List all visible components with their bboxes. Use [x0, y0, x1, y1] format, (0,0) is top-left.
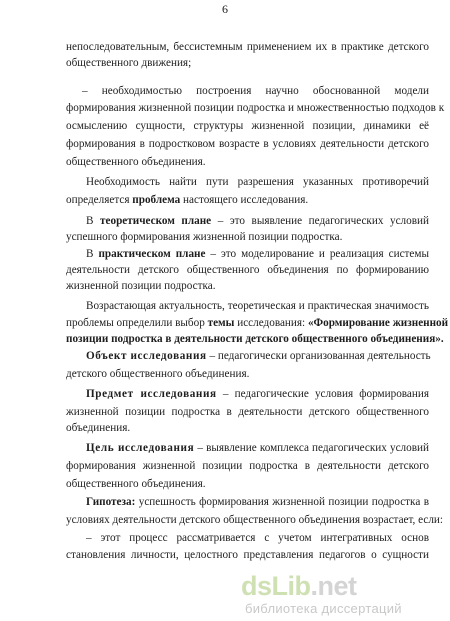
line-text: – необходимостью построения научно обоснованной модели	[82, 85, 429, 97]
emphasis-text: Предмет исследования	[86, 388, 217, 400]
line-text: – этот процесс рассматривается с учетом интегративных основ	[86, 532, 429, 544]
line-text: жизненной позиции подростка в деятельности детского общественного	[66, 406, 429, 418]
line-text: формирования жизненной позиции подростка в деятельности детского	[66, 460, 429, 472]
line-text: формирования жизненной позиции подростка и множественностью подходов к	[66, 102, 445, 114]
text-line	[86, 214, 429, 228]
line-text: успешного формирования жизненной позиции подростка.	[66, 231, 343, 243]
text-line	[66, 230, 429, 244]
line-text: настоящего исследования.	[180, 194, 309, 206]
text-line	[82, 84, 429, 98]
line-text: – это моделирование и реализация системы	[205, 248, 429, 260]
text-line	[66, 101, 445, 115]
line-text: Возрастающая актуальность, теоретическая и практическая значимость	[86, 300, 429, 312]
line-text: общественного движения;	[66, 57, 192, 69]
line-text: Необходимость найти пути разрешения указанных противоречий	[86, 176, 429, 188]
text-line	[86, 387, 429, 401]
line-text: проблемы определили выбор	[66, 317, 208, 329]
text-line	[66, 119, 429, 133]
line-text: общественного объединения.	[66, 156, 206, 168]
text-line	[66, 193, 429, 207]
line-text: условиях деятельности детского общественного объединения возрастает, если:	[66, 514, 444, 526]
line-text: осмыслению сущности, структуры жизненной позиции, динамики её	[66, 120, 429, 132]
line-text: непоследовательным, бессистемным применением их в практике детского	[66, 41, 429, 53]
line-text: объединения.	[66, 422, 131, 434]
text-line	[66, 40, 429, 54]
emphasis-text: Гипотеза:	[86, 496, 136, 508]
line-text: В	[86, 215, 101, 227]
text-line	[66, 367, 429, 381]
line-text: успешность формирования жизненной позиции подростка в	[135, 496, 429, 508]
text-line	[66, 332, 444, 346]
watermark-logo-part1: dsLib	[241, 571, 311, 601]
text-line	[86, 441, 429, 455]
line-text: деятельности детского общественного объединения по формированию	[66, 264, 429, 276]
page-number: 6	[222, 2, 228, 16]
line-text: формирования в подростковом возрасте в условиях деятельности детского	[66, 138, 429, 150]
emphasis-text: практическом плане	[98, 248, 206, 260]
emphasis-text: темы	[207, 317, 235, 329]
text-line	[66, 279, 429, 293]
text-line	[66, 477, 429, 491]
text-line	[86, 175, 429, 189]
watermark-logo	[241, 571, 357, 602]
line-text: – это выявление педагогических условий	[211, 215, 429, 227]
line-text: исследования:	[234, 317, 308, 329]
text-line	[86, 531, 429, 545]
line-text: детского общественного объединения.	[66, 368, 250, 380]
line-text: – выявление комплекса педагогических условий	[194, 442, 429, 454]
line-text: В	[86, 248, 99, 260]
emphasis-text: Объект исследования	[86, 350, 207, 362]
text-line	[66, 316, 449, 330]
emphasis-text: проблема	[132, 194, 181, 206]
text-line	[66, 421, 429, 435]
text-line	[66, 56, 429, 70]
line-text: – педагогические условия формирования	[216, 388, 430, 400]
emphasis-text: Цель исследования	[86, 442, 195, 454]
text-line	[66, 513, 444, 527]
text-line	[86, 247, 429, 261]
line-text: становления личности, целостного представления педагогов о сущности	[66, 549, 429, 561]
text-line	[66, 548, 429, 562]
text-line	[86, 495, 429, 509]
line-text: определяется	[66, 194, 133, 206]
text-line	[66, 405, 429, 419]
watermark-subtitle: библиотека диссертаций	[245, 601, 402, 616]
text-line	[86, 349, 429, 363]
text-line	[66, 459, 429, 473]
line-text: жизненной позиции подростка.	[66, 280, 216, 292]
watermark	[241, 571, 446, 619]
line-text: общественного объединения.	[66, 478, 206, 490]
text-line	[66, 263, 429, 277]
text-line	[86, 299, 429, 313]
emphasis-text: позиции подростка в деятельности детского общественного объединения».	[66, 333, 444, 345]
line-text: – педагогически организованная деятельность	[206, 350, 431, 362]
emphasis-text: «Формирование жизненной	[307, 317, 449, 329]
watermark-logo-part2: .net	[310, 571, 357, 601]
emphasis-text: теоретическом плане	[100, 215, 212, 227]
text-line	[66, 137, 429, 151]
text-line	[66, 155, 429, 169]
